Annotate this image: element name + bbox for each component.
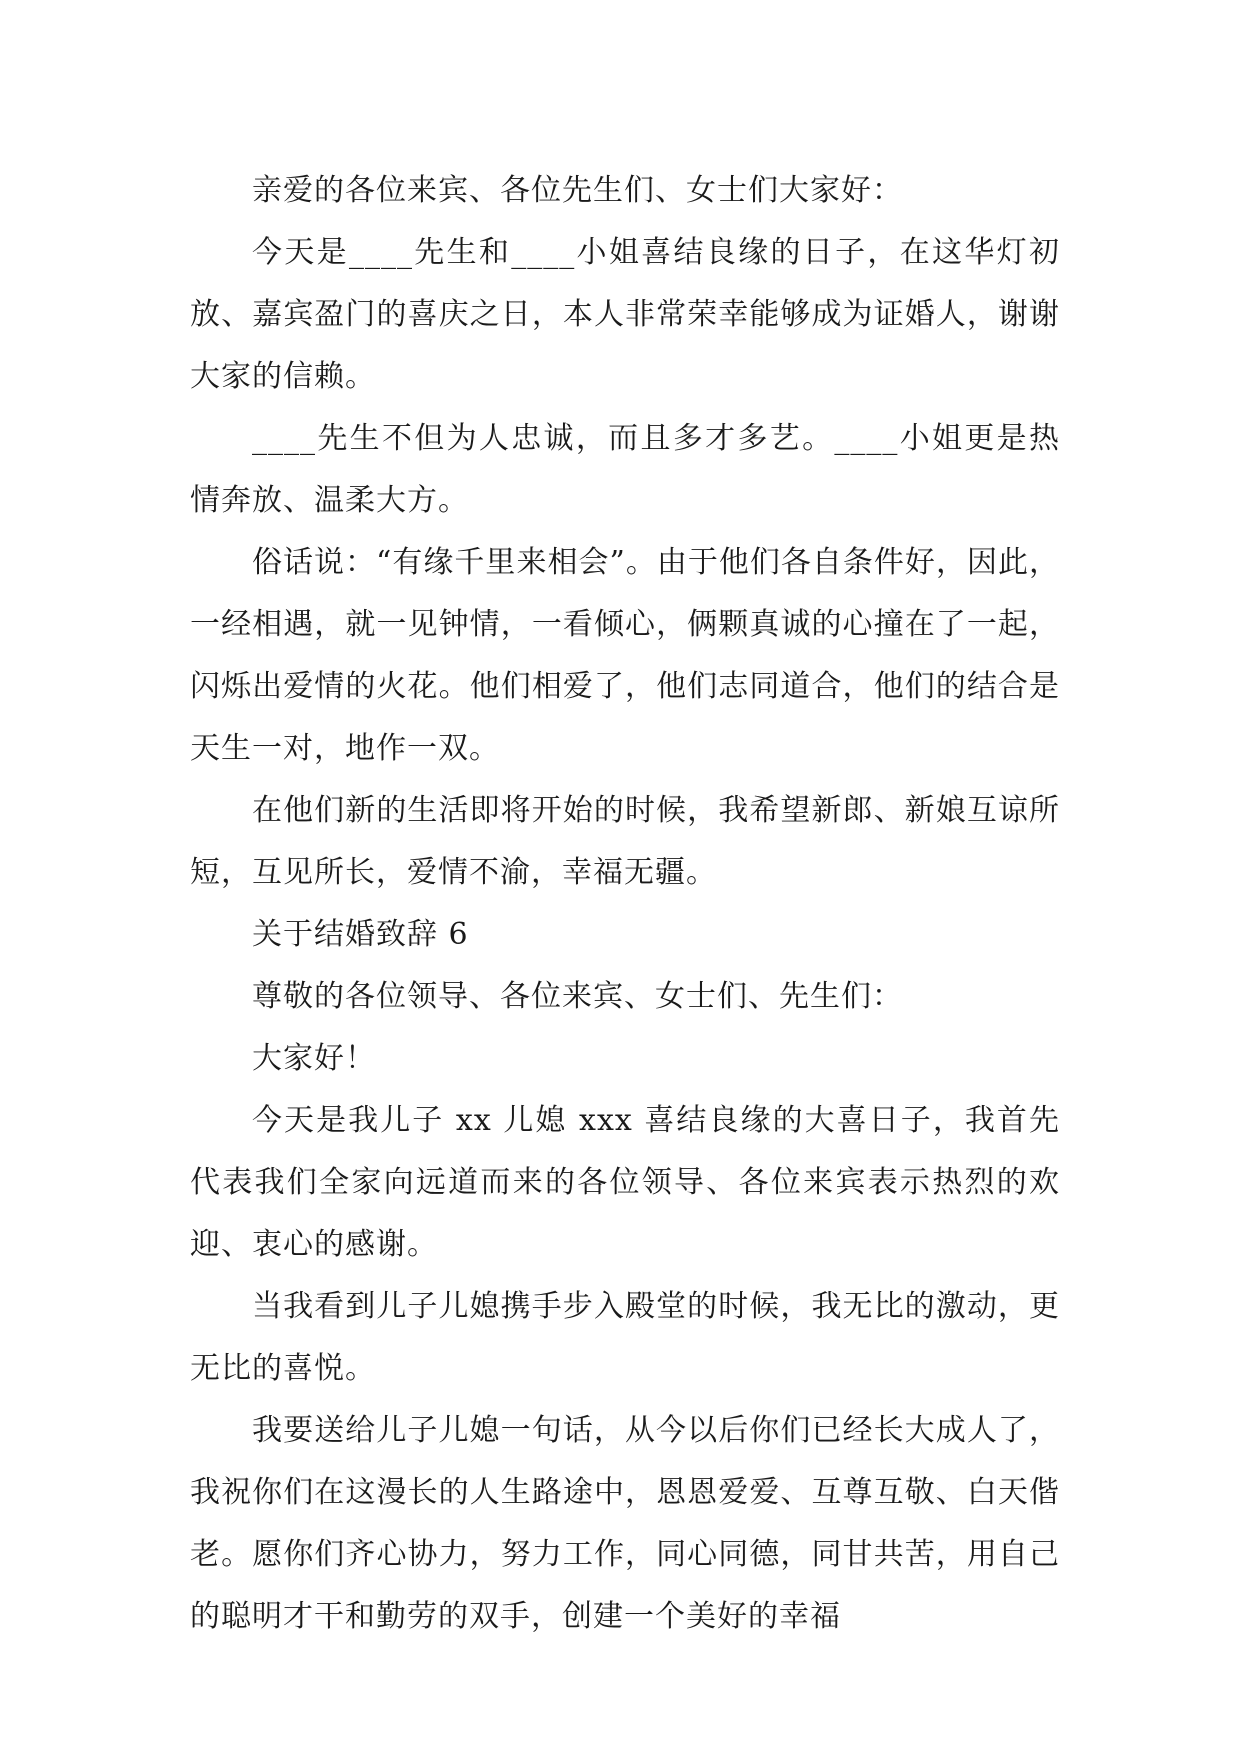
paragraph: 今天是____先生和____小姐喜结良缘的日子，在这华灯初放、嘉宾盈门的喜庆之日，本人非常荣幸能够成为证婚人，谢谢大家的信赖。: [190, 235, 1060, 394]
paragraph: 当我看到儿子儿媳携手步入殿堂的时候，我无比的激动，更无比的喜悦。: [190, 1289, 1060, 1386]
paragraph-greeting: 亲爱的各位来宾、各位先生们、女士们大家好：: [252, 173, 903, 208]
paragraph: 俗话说：“有缘千里来相会”。由于他们各自条件好，因此，一经相遇，就一见钟情，一看倾心，俩颗真诚的心撞在了一起，闪烁出爱情的火花。他们相爱了，他们志同道合，他们的结合是天生一对，地作一双。: [190, 545, 1060, 766]
paragraph: 大家好！: [252, 1041, 376, 1076]
paragraph-greeting: 尊敬的各位领导、各位来宾、女士们、先生们：: [252, 979, 903, 1014]
section-title: 关于结婚致辞 6: [252, 917, 469, 952]
document-body: [190, 160, 1060, 1648]
paragraph: 今天是我儿子 xx 儿媳 xxx 喜结良缘的大喜日子，我首先代表我们全家向远道而来的各位领导、各位来宾表示热烈的欢迎、衷心的感谢。: [190, 1103, 1060, 1262]
paragraph: 在他们新的生活即将开始的时候，我希望新郎、新娘互谅所短，互见所长，爱情不渝，幸福无疆。: [190, 793, 1060, 890]
paragraph: 我要送给儿子儿媳一句话，从今以后你们已经长大成人了，我祝你们在这漫长的人生路途中，恩恩爱爱、互尊互敬、白天偕老。愿你们齐心协力，努力工作，同心同德，同甘共苦，用自己的聪明才干和勤劳的双手，创建一个美好的幸福: [190, 1413, 1060, 1634]
paragraph: ____先生不但为人忠诚，而且多才多艺。____小姐更是热情奔放、温柔大方。: [190, 421, 1060, 518]
